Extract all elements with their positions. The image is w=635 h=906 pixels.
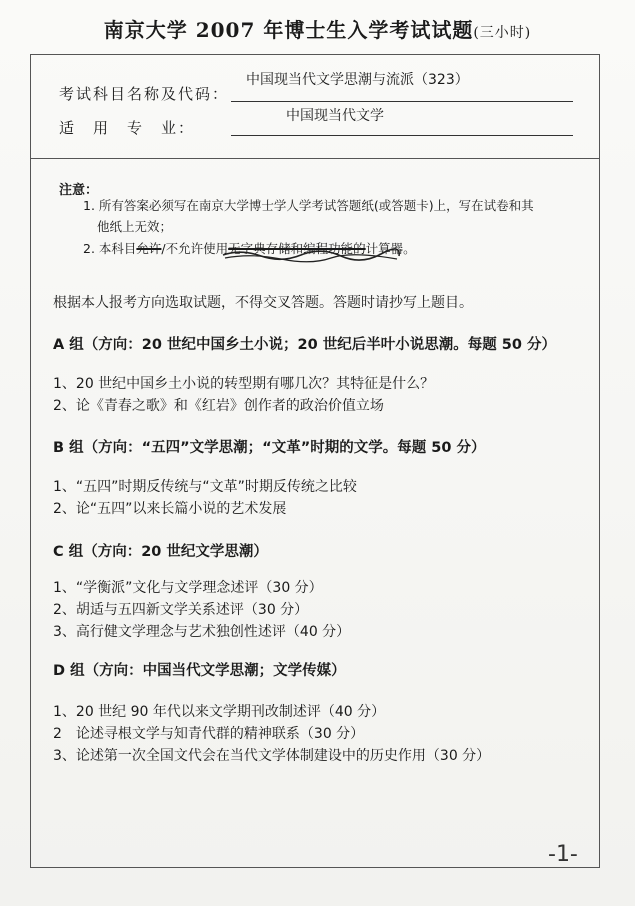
major-label: 适 用 专 业：	[59, 119, 196, 137]
group-d-question-1: 1、20 世纪 90 年代以来文学期刊改制述评（40 分）	[53, 704, 386, 720]
notice-item-2-struck-clause: 无字典存储和编程功能的	[228, 241, 366, 256]
notice-title: 注意：	[59, 183, 99, 198]
notice-item-1-line-1: 1. 所有答案必须写在南京大学博士学人学考试答题纸(或答题卡)上，写在试卷和其	[83, 198, 534, 213]
subject-underline	[231, 101, 573, 102]
page-number: -1-	[548, 842, 578, 867]
major-value: 中国现当代文学	[286, 108, 384, 124]
group-b-heading: B 组（方向：“五四”文学思潮；“文革”时期的文学。每题 50 分）	[53, 440, 486, 456]
notice-item-2-suffix: 计算器。	[365, 241, 416, 256]
instruction-text: 根据本人报考方向选取试题，不得交叉答题。答题时请抄写上题目。	[53, 295, 473, 311]
group-c-question-3: 3、高行健文学理念与艺术独创性述评（40 分）	[53, 624, 351, 640]
notice-item-2-struck-allow: 允许	[136, 241, 162, 256]
major-underline	[231, 135, 573, 136]
group-c-heading: C 组（方向：20 世纪文学思潮）	[53, 544, 268, 560]
group-c-question-2: 2、胡适与五四新文学关系述评（30 分）	[53, 602, 309, 618]
group-c-question-1: 1、“学衡派”文化与文学理念述评（30 分）	[53, 580, 323, 596]
group-a-question-1: 1、20 世纪中国乡土小说的转型期有哪几次？其特征是什么？	[53, 376, 435, 392]
group-d-question-2: 2 论述寻根文学与知青代群的精神联系（30 分）	[53, 726, 365, 742]
group-d-heading: D 组（方向：中国当代文学思潮；文学传媒）	[53, 663, 346, 679]
exam-content-box	[30, 54, 600, 868]
group-d-question-3: 3、论述第一次全国文代会在当代文学体制建设中的历史作用（30 分）	[53, 748, 491, 764]
exam-title	[0, 14, 635, 43]
subject-value: 中国现当代文学思潮与流派（323）	[246, 72, 469, 88]
subject-label: 考试科目名称及代码：	[59, 85, 230, 103]
notice-item-2-prefix: 2. 本科目	[83, 241, 137, 256]
title-text: 南京大学 2007 年博士生入学考试试题	[103, 18, 474, 42]
header-divider	[31, 158, 599, 159]
group-a-heading: A 组（方向：20 世纪中国乡土小说；20 世纪后半叶小说思潮。每题 50 分）	[53, 337, 556, 353]
handwritten-strike-scribble	[221, 247, 401, 263]
group-b-question-2: 2、论“五四”以来长篇小说的艺术发展	[53, 501, 287, 517]
duration-text: (三小时)	[473, 25, 532, 41]
notice-item-2-mid: /不允许使用	[161, 241, 229, 256]
group-b-question-1: 1、“五四”时期反传统与“文革”时期反传统之比较	[53, 479, 357, 495]
group-a-question-2: 2、论《青春之歌》和《红岩》创作者的政治价值立场	[53, 398, 384, 414]
notice-item-1-line-2: 他纸上无效；	[97, 219, 173, 234]
